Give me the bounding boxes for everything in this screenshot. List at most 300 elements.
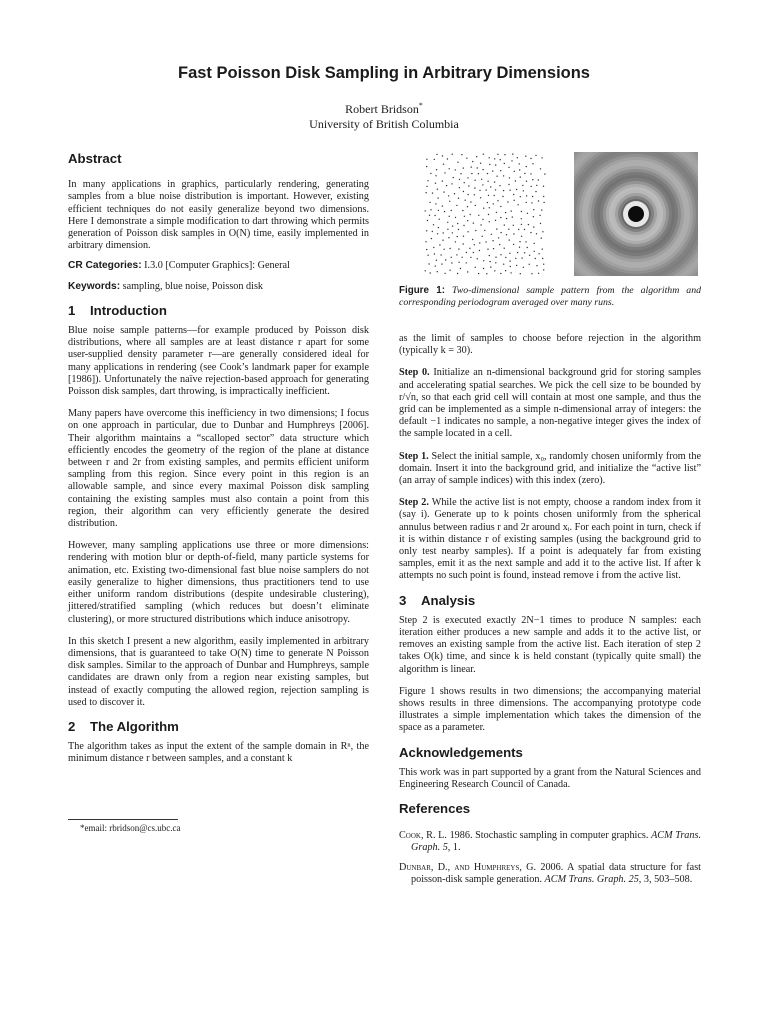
section-number: 1: [68, 302, 76, 318]
section-heading-introduction: [68, 302, 369, 318]
sample-dot: [496, 228, 497, 229]
sample-dot: [512, 153, 513, 154]
sample-dot: [470, 214, 471, 215]
sample-dot: [455, 241, 456, 242]
sample-dot: [543, 202, 544, 203]
sample-dot: [518, 229, 519, 230]
sample-dot: [478, 215, 479, 216]
sample-dot: [475, 267, 476, 268]
section-title: Analysis: [421, 592, 476, 608]
sample-dot: [543, 186, 544, 187]
section-title: The Algorithm: [90, 718, 179, 734]
section-title: Introduction: [90, 302, 167, 318]
cr-value: I.3.0 [Computer Graphics]: General: [144, 260, 290, 272]
step-text: Initialize an n-dimensional background grid for storing samples and accelerating spatial searches. We pick the cell size to be bounded by r/√n, so that each grid cell will contain at most one sample, and thus the grid can be implemented as a simple n-dimensional array of integers: the default −1 indicates no sample, a non-negative integer gives the index of the sample located in a cell.: [399, 367, 702, 440]
figure-caption: [399, 285, 701, 309]
sample-dot: [435, 175, 436, 176]
sample-dot: [526, 166, 527, 167]
sample-dot: [486, 273, 487, 274]
section-heading-analysis: [399, 592, 701, 608]
sample-dot: [458, 229, 459, 230]
reference-venue: ACM Trans. Graph. 25: [544, 874, 639, 886]
sample-dot: [509, 253, 510, 254]
sample-dot: [457, 162, 458, 163]
sample-dot: [477, 258, 478, 259]
sample-dot: [467, 231, 468, 232]
intro-paragraph-3: However, many sampling applications use three or more dimensions: rendering with motion blur or depth-of-field, many particle systems for animation, etc. Existing two-dimensional fast blue noise samplers do not easily generalize to higher dimensions, thus practitioners tend to use either uniform random distributions (despite undesirable clustering), jittered/stratified sampling (which reduces but doesn’t eliminate clustering), or more structured distributions which induce anisotropy.: [68, 540, 369, 625]
sample-dot: [456, 205, 457, 206]
sample-dot: [435, 203, 436, 204]
algorithm-paragraph-1: The algorithm takes as input the extent of the sample domain in Rⁿ, the minimum distance r between samples, and a constant k: [68, 741, 369, 765]
sample-dot: [532, 196, 533, 197]
sample-dot: [500, 159, 501, 160]
sample-dot: [543, 196, 544, 197]
sample-dot: [451, 262, 452, 263]
sample-dot: [432, 192, 433, 193]
reference-item: [399, 862, 701, 886]
figure-label: Figure 1:: [399, 285, 445, 296]
abstract-heading: Abstract: [68, 151, 122, 166]
sample-dot: [426, 159, 427, 160]
sample-dot: [495, 189, 496, 190]
sample-dot: [505, 257, 506, 258]
sample-dot: [483, 260, 484, 261]
sample-dot: [512, 216, 513, 217]
acknowledgements-heading: Acknowledgements: [399, 744, 523, 760]
sample-dot: [520, 273, 521, 274]
sample-dot: [449, 270, 450, 271]
sample-dot: [494, 270, 495, 271]
sample-dot: [467, 271, 468, 272]
sample-dot: [454, 193, 455, 194]
sample-dot: [480, 197, 481, 198]
footnote: *email: rbridson@cs.ubc.ca: [80, 823, 181, 833]
sample-dot: [443, 164, 444, 165]
sample-dot: [458, 262, 459, 263]
sample-dot: [525, 241, 526, 242]
sample-dot: [493, 248, 494, 249]
sample-dot: [528, 224, 529, 225]
step-label: Step 0.: [399, 367, 430, 379]
sample-dot: [504, 154, 505, 155]
sample-dot: [489, 157, 490, 158]
sample-dot: [447, 229, 448, 230]
sample-dot: [460, 268, 461, 269]
reference-details: 1986. Stochastic sampling in computer graphics.: [446, 829, 652, 841]
sample-dot: [534, 243, 535, 244]
analysis-paragraph-2: Figure 1 shows results in two dimensions; the accompanying material shows results in three dimensions. The accompanying prototype code illustrates a simple implementation which takes the dimension of the space as a parameter.: [399, 685, 701, 734]
sample-dot: [430, 272, 431, 273]
sample-dot: [479, 242, 480, 243]
sample-dot: [508, 167, 509, 168]
sample-dot: [538, 200, 539, 201]
sample-dot: [521, 211, 522, 212]
sample-dot: [431, 238, 432, 239]
sample-dot: [480, 224, 481, 225]
step-0: [399, 367, 701, 440]
figure-1: [399, 152, 701, 309]
sample-dot: [514, 171, 515, 172]
sample-dot: [520, 176, 521, 177]
sample-dot: [466, 158, 467, 159]
sample-dot: [498, 237, 499, 238]
sample-dot: [455, 169, 456, 170]
sample-dot: [427, 255, 428, 256]
sample-dot: [483, 154, 484, 155]
sample-dot: [500, 217, 501, 218]
reference-authors: Cook, R. L.: [399, 829, 447, 841]
sample-dot: [442, 205, 443, 206]
intro-paragraph-4: In this sketch I present a new algorithm, easily implemented in arbitrary dimensions, that is guaranteed to take O(N) time to generate N Poisson disk samples. Similar to the approach of Dunbar and Humphreys, sample candidates are drawn only from a region near existing samples, but instead of exactly computing the allowed region, rejection sampling is used to discover it.: [68, 635, 369, 708]
sample-dot: [491, 234, 492, 235]
sample-dot: [519, 241, 520, 242]
step-text: While the active list is not empty, choose a random index from it (say i). Generate up to k points chosen uniformly from the spherical annulus between radius r and 2r around xᵢ. For each point in turn, check if it is within distance r of existing samples (using the background grid to only test nearby samples). If a point is adequately far from existing samples, emit it as the next sample and add it to the active list. If after k attempts no such point is found, instead remove i from the active list.: [399, 497, 701, 582]
sample-dot: [429, 202, 430, 203]
sample-dot: [438, 227, 439, 228]
sample-dot: [534, 251, 535, 252]
sample-dot: [489, 221, 490, 222]
sample-dot: [541, 157, 542, 158]
sample-dot: [425, 270, 426, 271]
sample-dot: [488, 195, 489, 196]
sample-dot: [542, 258, 543, 259]
step-label: Step 1.: [399, 450, 429, 462]
sample-dot: [531, 273, 532, 274]
sample-dot: [523, 190, 524, 191]
sample-dot: [469, 248, 470, 249]
sample-dot: [457, 236, 458, 237]
sample-dot: [502, 196, 503, 197]
section-number: 2: [68, 718, 76, 734]
sample-dot: [429, 215, 430, 216]
sample-dot: [496, 176, 497, 177]
sample-dot: [519, 163, 520, 164]
right-column: [399, 333, 701, 886]
footnote-divider: [68, 819, 178, 820]
sample-dot: [499, 244, 500, 245]
sample-dot: [520, 196, 521, 197]
sample-dot: [425, 210, 426, 211]
sample-dot: [494, 195, 495, 196]
sample-dot: [448, 195, 449, 196]
sample-dot: [516, 189, 517, 190]
sample-dot: [435, 265, 436, 266]
sample-dot: [516, 265, 517, 266]
sample-dot: [489, 261, 490, 262]
step-text: Select the initial sample, x₀, randomly chosen uniformly from the domain. Insert it into the background grid, and initialize the “active list” (an array of sample indices) with this index (zero).: [399, 450, 702, 487]
sample-dot: [432, 231, 433, 232]
sample-dot: [439, 244, 440, 245]
sample-dot: [524, 173, 525, 174]
sample-dot: [448, 237, 449, 238]
sample-dot: [476, 156, 477, 157]
sample-dot: [515, 258, 516, 259]
sample-dot: [426, 186, 427, 187]
analysis-paragraph-1: Step 2 is executed exactly 2N−1 times to produce N samples: each iteration either produces a new sample and adds it to the active list, or removes an existing sample from the active list. Each iteration of step 2 takes O(k) time, and since k is held constant (typically quite small) the algorithm is linear.: [399, 614, 701, 675]
sample-dot: [449, 248, 450, 249]
sample-dot: [483, 208, 484, 209]
sample-dot: [480, 163, 481, 164]
sample-dot: [451, 210, 452, 211]
sample-dot: [541, 237, 542, 238]
sample-dot: [513, 244, 514, 245]
sample-dot: [533, 226, 534, 227]
sample-dot: [434, 159, 435, 160]
sample-dot: [543, 269, 544, 270]
sample-dot: [495, 164, 496, 165]
sample-dot: [427, 180, 428, 181]
sample-dot: [443, 191, 444, 192]
sample-dot: [540, 168, 541, 169]
sample-dot: [464, 182, 465, 183]
sample-dot: [503, 175, 504, 176]
sample-dot: [535, 258, 536, 259]
sample-dot: [519, 247, 520, 248]
sample-dot: [428, 263, 429, 264]
reference-details: 2006. A spatial data structure for fast poisson-disk sample generation.: [411, 861, 701, 886]
sample-dot: [467, 220, 468, 221]
sample-dot: [532, 179, 533, 180]
sample-dot: [535, 155, 536, 156]
sample-pattern-image: [423, 152, 547, 276]
reference-item: [399, 830, 701, 854]
left-column: [68, 153, 369, 766]
sample-dot: [492, 240, 493, 241]
sample-dot: [479, 190, 480, 191]
sample-dot: [479, 250, 480, 251]
sample-dot: [464, 216, 465, 217]
sample-dot: [437, 233, 438, 234]
sample-dot: [511, 160, 512, 161]
sample-dot: [470, 201, 471, 202]
sample-dot: [504, 163, 505, 164]
sample-dot: [427, 220, 428, 221]
sample-dot: [517, 252, 518, 253]
sample-dot: [530, 232, 531, 233]
acknowledgements-text: This work was in part supported by a grant from the Natural Sciences and Engineering Research Council of Canada.: [399, 766, 701, 791]
sample-dot: [436, 260, 437, 261]
sample-dot: [467, 206, 468, 207]
author-name: Robert Bridson: [345, 102, 419, 116]
sample-dot: [485, 241, 486, 242]
sample-dot: [449, 168, 450, 169]
sample-dot: [490, 186, 491, 187]
sample-dot: [503, 190, 504, 191]
reference-authors: Dunbar, D., and Humphreys, G.: [399, 861, 537, 873]
sample-dot: [426, 230, 427, 231]
sample-dot: [489, 255, 490, 256]
sample-dot: [458, 248, 459, 249]
sample-dot: [499, 185, 500, 186]
sample-dot: [506, 218, 507, 219]
sample-dot: [447, 158, 448, 159]
sample-dot: [539, 215, 540, 216]
sample-dot: [462, 210, 463, 211]
sample-dot: [487, 202, 488, 203]
sample-dot: [442, 155, 443, 156]
sample-dot: [452, 225, 453, 226]
sample-dot: [462, 257, 463, 258]
sample-dot: [475, 205, 476, 206]
sample-dot: [543, 264, 544, 265]
sample-dot: [505, 270, 506, 271]
sample-dot: [496, 212, 497, 213]
sample-dot: [532, 163, 533, 164]
sample-dot: [541, 209, 542, 210]
sample-dot: [463, 243, 464, 244]
sample-dot: [505, 212, 506, 213]
sample-dot: [521, 236, 522, 237]
sample-dot: [515, 180, 516, 181]
sample-dot: [472, 161, 473, 162]
sample-dot: [474, 244, 475, 245]
sample-dot: [488, 214, 489, 215]
sample-dot: [475, 230, 476, 231]
sample-dot: [521, 257, 522, 258]
sample-dot: [471, 166, 472, 167]
sample-dot: [527, 213, 528, 214]
sample-dot: [494, 158, 495, 159]
periodogram-image: [574, 152, 698, 276]
author-affiliation: University of British Columbia: [309, 117, 459, 131]
sample-dot: [443, 232, 444, 233]
sample-dot: [472, 239, 473, 240]
sample-dot: [437, 271, 438, 272]
sample-dot: [530, 173, 531, 174]
sample-dot: [497, 200, 498, 201]
figure-caption-text: Two-dimensional sample pattern from the algorithm and corresponding periodogram averaged over many runs.: [399, 285, 701, 308]
sample-dot: [441, 263, 442, 264]
sample-dot: [517, 157, 518, 158]
sample-dot: [433, 247, 434, 248]
sample-dot: [482, 219, 483, 220]
sample-dot: [531, 202, 532, 203]
sample-dot: [463, 167, 464, 168]
sample-dot: [509, 177, 510, 178]
sample-dot: [434, 215, 435, 216]
sample-dot: [482, 184, 483, 185]
sample-dot: [544, 173, 545, 174]
sample-dot: [426, 249, 427, 250]
sample-dot: [474, 187, 475, 188]
sample-dot: [487, 173, 488, 174]
sample-dot: [540, 223, 541, 224]
sample-dot: [455, 217, 456, 218]
sample-dot: [445, 259, 446, 260]
sample-dot: [542, 231, 543, 232]
sample-dot: [508, 184, 509, 185]
sample-dot: [489, 164, 490, 165]
reference-tail: , 1.: [447, 841, 461, 853]
step-2: [399, 497, 701, 582]
sample-dot: [495, 220, 496, 221]
step-label: Step 2.: [399, 497, 429, 509]
sample-dot: [457, 273, 458, 274]
sample-dot: [542, 248, 543, 249]
sample-dot: [449, 201, 450, 202]
sample-dot: [492, 170, 493, 171]
sample-dot: [521, 218, 522, 219]
sample-dot: [495, 262, 496, 263]
sample-dot: [466, 252, 467, 253]
sample-dot: [474, 194, 475, 195]
section-heading-algorithm: [68, 718, 369, 734]
sample-dot: [533, 216, 534, 217]
keywords: [68, 281, 369, 293]
reference-list: [399, 830, 701, 887]
keywords-value: sampling, blue noise, Poisson disk: [122, 280, 264, 292]
sample-dot: [459, 187, 460, 188]
sample-dot: [425, 192, 426, 193]
sample-dot: [446, 185, 447, 186]
intro-paragraph-1: Blue noise sample patterns—for example produced by Poisson disk distributions, where all samples are at least distance r apart for some user-supplied density parameter r—are generally considered ideal for many applications in rendering (see Cook’s landmark paper for example [1986]). Unfortunately the naïve rejection-based approach for generating Poisson disk samples, dart throwing, is impractically inefficient.: [68, 325, 369, 398]
sample-dot: [526, 181, 527, 182]
sample-dot: [425, 241, 426, 242]
sample-dot: [463, 225, 464, 226]
sample-dot: [458, 198, 459, 199]
sample-dot: [536, 265, 537, 266]
sample-dot: [497, 154, 498, 155]
sample-dot: [487, 181, 488, 182]
sample-dot: [434, 253, 435, 254]
sample-dot: [513, 225, 514, 226]
sample-dot: [478, 173, 479, 174]
sample-dot: [486, 189, 487, 190]
algorithm-paragraph-1-continued: as the limit of samples to choose before rejection in the algorithm (typically k = 30).: [399, 333, 701, 357]
sample-dot: [490, 266, 491, 267]
sample-dot: [463, 236, 464, 237]
sample-dot: [538, 179, 539, 180]
sample-dot: [493, 203, 494, 204]
sample-dot: [526, 202, 527, 203]
sample-dot: [453, 177, 454, 178]
sample-dot: [487, 249, 488, 250]
sample-dot: [538, 273, 539, 274]
sample-dot: [514, 200, 515, 201]
sample-dot: [500, 254, 501, 255]
sample-dot: [525, 156, 526, 157]
sample-dot: [483, 268, 484, 269]
sample-dot: [477, 167, 478, 168]
sample-dot: [511, 210, 512, 211]
sample-dot: [442, 180, 443, 181]
sample-dot: [451, 183, 452, 184]
sample-dot: [522, 185, 523, 186]
sample-dot: [489, 207, 490, 208]
sample-dot: [436, 154, 437, 155]
sample-dot: [433, 224, 434, 225]
sample-dot: [460, 173, 461, 174]
section-number: 3: [399, 592, 407, 608]
sample-dot: [467, 177, 468, 178]
sample-dot: [440, 254, 441, 255]
author-footnote-marker: *: [418, 101, 423, 110]
sample-dot: [465, 200, 466, 201]
sample-dot: [473, 222, 474, 223]
sample-dot: [536, 185, 537, 186]
sample-dot: [524, 252, 525, 253]
sample-dot: [466, 262, 467, 263]
sample-dot: [500, 170, 501, 171]
sample-dot: [507, 201, 508, 202]
sample-dot: [529, 255, 530, 256]
intro-paragraph-2: Many papers have overcome this inefficiency in two dimensions; I focus on one approach in particular, due to Dunbar and Humphreys [2006]. Their algorithm maintains a “scalloped sector” data structure which efficiently encodes the geometry of the region of the plane at distance between r and 2r from existing samples, and permits efficient uniform sampling from this region. Since every point in this region is an allowable sample, and since every maximal Poisson disk sampling containing the existing samples must also contain a point from this region, their algorithm can very efficiently generate the desired distribution.: [68, 408, 369, 530]
periodogram-core: [628, 206, 644, 222]
cr-categories: [68, 260, 369, 272]
sample-dot: [500, 273, 501, 274]
sample-dot: [521, 224, 522, 225]
sample-dot: [510, 272, 511, 273]
